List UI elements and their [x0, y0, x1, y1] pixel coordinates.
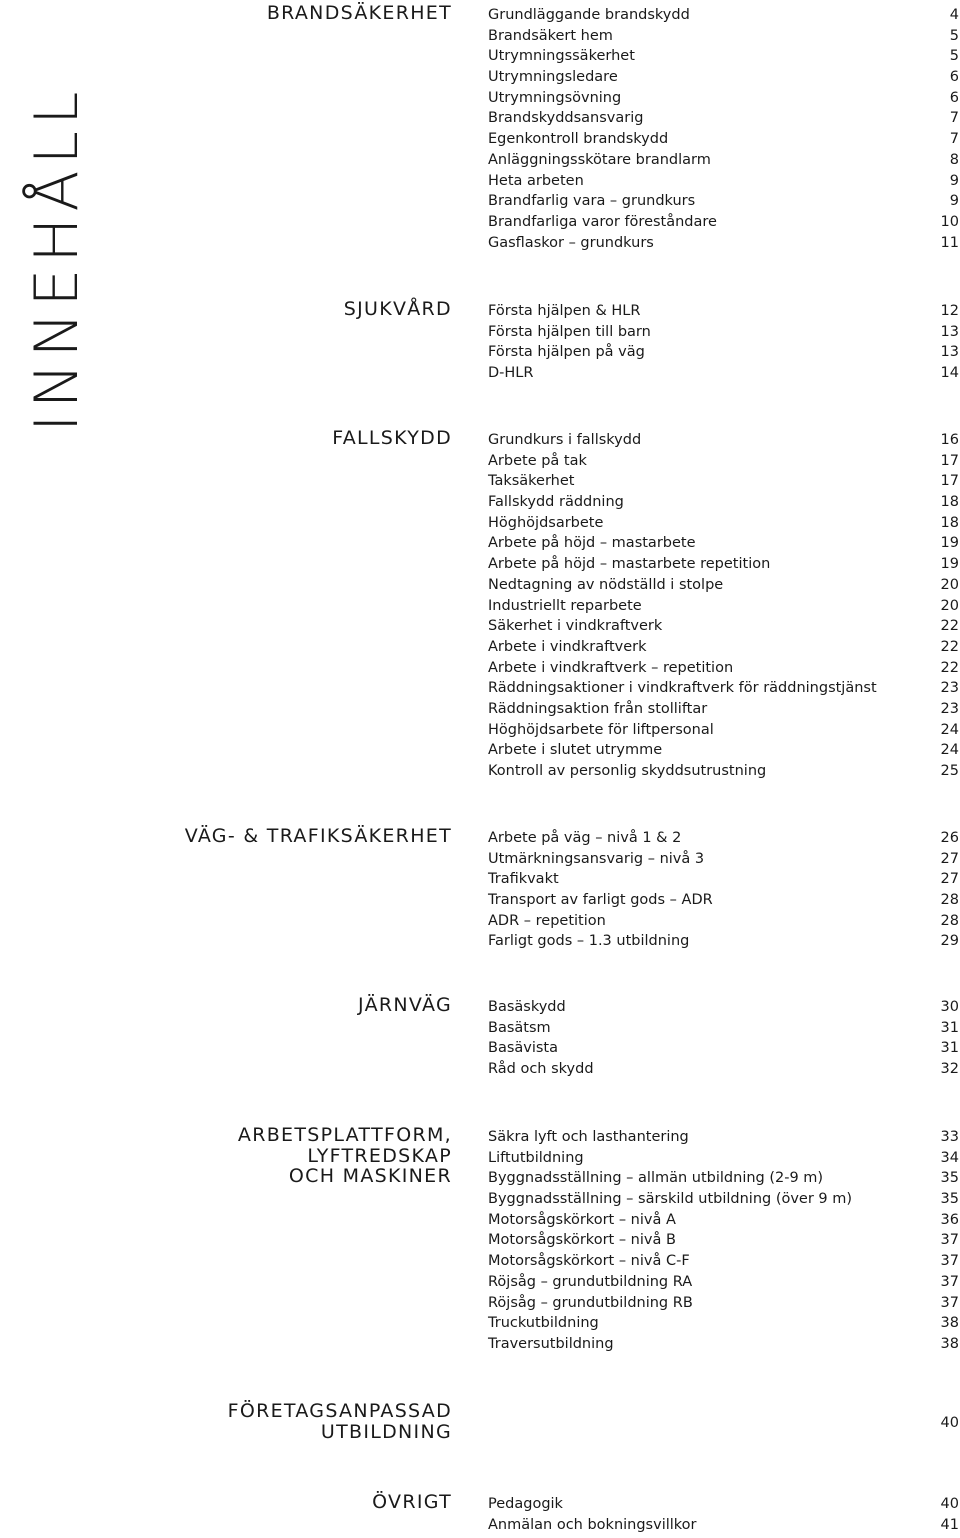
toc-entry-title: Taksäkerhet [488, 473, 575, 490]
toc-entry-title: Utrymningssäkerhet [488, 48, 635, 65]
toc-entry-page-number: 37 [940, 1294, 959, 1311]
toc-entry[interactable] [488, 849, 959, 870]
section-heading-line: SJUKVÅRD [343, 298, 452, 320]
toc-entry-title: Byggnadsställning – allmän utbildning (2-9 m) [488, 1170, 824, 1187]
section-heading [228, 1401, 452, 1442]
toc-entry[interactable] [488, 212, 959, 233]
toc-entry-title: Röjsåg – grundutbildning RA [488, 1273, 693, 1290]
toc-entry-page-number: 19 [940, 535, 959, 552]
section-heading [185, 826, 452, 847]
toc-entry[interactable] [488, 1059, 959, 1080]
toc-entry-title: Byggnadsställning – särskild utbildning (över 9 m) [488, 1191, 853, 1208]
toc-entry-title: Nedtagning av nödställd i stolpe [488, 576, 724, 593]
toc-entry-title: Höghöjdsarbete [488, 514, 604, 531]
toc-entry-title: Arbete på tak [488, 452, 587, 469]
section-heading [267, 3, 452, 24]
toc-entry-title: Anläggningsskötare brandlarm [488, 151, 711, 168]
toc-entry-page-number: 20 [940, 576, 959, 593]
toc-entry-title: Transport av farligt gods – ADR [488, 892, 713, 909]
toc-entry[interactable] [488, 1189, 959, 1210]
toc-entry[interactable] [488, 1148, 959, 1169]
toc-entry[interactable] [488, 678, 959, 699]
toc-item-list [488, 1494, 959, 1535]
toc-entry-page-number: 25 [940, 763, 959, 779]
section-heading [358, 995, 452, 1016]
toc-entry-page-number: 38 [940, 1335, 959, 1352]
toc-entry-title: Brandfarlig vara – grundkurs [488, 193, 696, 210]
toc-item-list [488, 828, 959, 952]
toc-entry-title: Utrymningsövning [488, 89, 622, 106]
toc-entry-page-number: 4 [949, 7, 959, 23]
toc-entry[interactable] [488, 1293, 959, 1314]
toc-entry[interactable] [488, 890, 959, 911]
toc-entry[interactable] [488, 1334, 959, 1355]
toc-entry-title: Första hjälpen & HLR [488, 303, 641, 319]
toc-entry[interactable] [488, 191, 959, 212]
toc-entry[interactable] [488, 1272, 959, 1293]
toc-entry-page-number: 11 [940, 234, 959, 251]
toc-entry-page-number: 33 [940, 1129, 959, 1145]
toc-entry[interactable] [488, 1515, 959, 1536]
toc-entry-page-number: 35 [940, 1191, 959, 1208]
toc-entry[interactable] [488, 108, 959, 129]
toc-entry-title: Truckutbildning [488, 1315, 599, 1332]
toc-entry-page-number: 24 [940, 721, 959, 738]
toc-entry-page-number: 7 [949, 110, 959, 127]
toc-entry-page-number: 19 [940, 556, 959, 573]
toc-entry-page-number: 13 [940, 344, 959, 361]
toc-entry-title: Grundläggande brandskydd [488, 7, 690, 23]
section-heading-line: UTBILDNING [320, 1420, 452, 1443]
toc-entry-page-number: 18 [940, 514, 959, 531]
toc-entry-page-number: 18 [940, 494, 959, 511]
toc-entry-title: Basävista [488, 1040, 559, 1057]
toc-entry-page-number: 22 [940, 659, 959, 676]
toc-entry-title: Motorsågskörkort – nivå C-F [488, 1253, 690, 1270]
toc-entry-page-number: 14 [940, 365, 959, 382]
toc-entry-title: Grundkurs i fallskydd [488, 432, 642, 448]
toc-entry-title: Basätsm [488, 1019, 551, 1036]
toc-entry-page-number: 22 [940, 618, 959, 635]
toc-entry-title: Säkerhet i vindkraftverk [488, 618, 663, 635]
toc-entry[interactable] [488, 658, 959, 679]
toc-entry[interactable] [488, 1413, 959, 1434]
toc-entry[interactable] [488, 1168, 959, 1189]
toc-entry[interactable] [488, 1230, 959, 1251]
toc-entry-page-number: 41 [940, 1516, 959, 1533]
toc-entry-page-number: 10 [940, 213, 959, 230]
section-heading-line: FALLSKYDD [332, 427, 452, 449]
toc-entry-title: ADR – repetition [488, 912, 606, 929]
section-heading-line: OCH MASKINER [288, 1165, 452, 1188]
toc-entry-title: Liftutbildning [488, 1149, 584, 1166]
toc-entry[interactable] [488, 1018, 959, 1039]
toc-entry-page-number: 30 [940, 999, 959, 1015]
toc-entry-title: Traversutbildning [488, 1335, 614, 1352]
toc-entry-page-number: 13 [940, 323, 959, 340]
toc-entry[interactable] [488, 471, 959, 492]
toc-entry-page-number: 20 [940, 597, 959, 614]
toc-entry-title: Pedagogik [488, 1496, 563, 1512]
toc-entry[interactable] [488, 171, 959, 192]
toc-entry[interactable] [488, 129, 959, 150]
toc-entry-title: Kontroll av personlig skyddsutrustning [488, 763, 767, 779]
toc-entry-title: Arbete på väg – nivå 1 & 2 [488, 830, 682, 846]
toc-entry[interactable] [488, 1127, 959, 1148]
toc-entry[interactable] [488, 761, 959, 782]
toc-entry[interactable] [488, 88, 959, 109]
toc-entry-page-number: 32 [940, 1061, 959, 1078]
toc-entry-title: Höghöjdsarbete för liftpersonal [488, 721, 714, 738]
toc-entry[interactable] [488, 740, 959, 761]
toc-entry-page-number: 34 [940, 1149, 959, 1166]
toc-entry-page-number: 6 [949, 89, 959, 106]
toc-entry-page-number: 27 [940, 850, 959, 867]
toc-entry-title: Motorsågskörkort – nivå B [488, 1232, 676, 1249]
toc-entry-title: Trafikvakt [488, 871, 559, 888]
toc-item-list [488, 430, 959, 782]
toc-entry-page-number: 35 [940, 1170, 959, 1187]
toc-entry-title: Första hjälpen till barn [488, 323, 651, 340]
toc-entry-title: Arbete i vindkraftverk [488, 638, 647, 655]
toc-entry-title: Räddningsaktion från stolliftar [488, 700, 708, 717]
toc-entry[interactable] [488, 575, 959, 596]
section-heading-line: ÖVRIGT [372, 1491, 452, 1513]
toc-entry-title: Farligt gods – 1.3 utbildning [488, 933, 690, 950]
toc-entry-title: Brandsäkert hem [488, 27, 613, 44]
toc-entry[interactable] [488, 828, 959, 849]
toc-entry-page-number: 22 [940, 638, 959, 655]
toc-entry[interactable] [488, 869, 959, 890]
toc-entry[interactable] [488, 342, 959, 363]
toc-entry-title: Första hjälpen på väg [488, 344, 645, 361]
toc-entry-page-number: 24 [940, 742, 959, 759]
section-heading-line: JÄRNVÄG [358, 994, 452, 1016]
toc-entry-page-number: 5 [949, 48, 959, 65]
toc-item-list [488, 997, 959, 1080]
toc-item-list [488, 5, 959, 253]
toc-entry-page-number: 12 [940, 303, 959, 319]
toc-entry[interactable] [488, 26, 959, 47]
toc-entry-page-number: 28 [940, 912, 959, 929]
toc-entry-page-number: 7 [949, 131, 959, 148]
toc-entry-page-number: 17 [940, 473, 959, 490]
section-heading-line: VÄG- & TRAFIKSÄKERHET [184, 825, 452, 847]
toc-entry-page-number: 5 [949, 27, 959, 44]
toc-entry-title: Basäskydd [488, 999, 566, 1015]
toc-entry-page-number: 9 [949, 193, 959, 210]
toc-entry-title: D-HLR [488, 365, 534, 382]
toc-entry[interactable] [488, 596, 959, 617]
toc-entry-page-number: 28 [940, 892, 959, 909]
section-heading-line: FÖRETAGSANPASSAD [227, 1400, 452, 1422]
toc-entry-page-number: 37 [940, 1232, 959, 1249]
toc-entry-page-number: 27 [940, 871, 959, 888]
section-heading [238, 1125, 452, 1187]
toc-entry-page-number: 37 [940, 1273, 959, 1290]
toc-entry-title: Egenkontroll brandskydd [488, 131, 669, 148]
toc-entry-title: Arbete på höjd – mastarbete [488, 535, 696, 552]
toc-entry-title: Råd och skydd [488, 1061, 594, 1078]
toc-entry-title: Brandfarliga varor föreståndare [488, 213, 717, 230]
toc-entry-page-number: 26 [940, 830, 959, 846]
toc-entry-title: Räddningsaktioner i vindkraftverk för räddningstjänst [488, 680, 877, 697]
toc-entry[interactable] [488, 233, 959, 254]
toc-entry-page-number: 23 [940, 700, 959, 717]
toc-entry[interactable] [488, 67, 959, 88]
toc-entry-page-number: 16 [940, 432, 959, 448]
toc-entry[interactable] [488, 513, 959, 534]
toc-entry-title: Utrymningsledare [488, 69, 618, 86]
toc-entry-title: Arbete i vindkraftverk – repetition [488, 659, 734, 676]
toc-entry-title: Fallskydd räddning [488, 494, 624, 511]
page-title [22, 2, 92, 432]
toc-entry-title: Utmärkningsansvarig – nivå 3 [488, 850, 705, 867]
toc-entry[interactable] [488, 150, 959, 171]
toc-entry[interactable] [488, 931, 959, 952]
section-heading-line: LYFTREDSKAP [307, 1144, 452, 1167]
toc-entry[interactable] [488, 430, 959, 451]
toc-entry[interactable] [488, 997, 959, 1018]
toc-entry[interactable] [488, 1251, 959, 1272]
toc-entry-page-number: 9 [949, 172, 959, 189]
toc-entry-page-number: 38 [940, 1315, 959, 1332]
toc-entry[interactable] [488, 616, 959, 637]
toc-entry-page-number: 8 [949, 151, 959, 168]
toc-entry-title: Industriellt reparbete [488, 597, 642, 614]
toc-entry-title: Anmälan och bokningsvillkor [488, 1516, 697, 1533]
toc-item-list [488, 1127, 959, 1355]
toc-entry-page-number: 40 [940, 1496, 959, 1512]
toc-entry-title: Säkra lyft och lasthantering [488, 1129, 689, 1145]
page-title-text: INNEHÅLL [22, 85, 92, 432]
toc-entry-title: Brandskyddsansvarig [488, 110, 644, 127]
toc-entry[interactable] [488, 363, 959, 384]
toc-entry[interactable] [488, 451, 959, 472]
toc-entry-title: Röjsåg – grundutbildning RB [488, 1294, 693, 1311]
toc-entry[interactable] [488, 1494, 959, 1515]
toc-entry-title: Heta arbeten [488, 172, 584, 189]
toc-entry-title: Arbete i slutet utrymme [488, 742, 663, 759]
toc-entry[interactable] [488, 699, 959, 720]
section-heading-line: BRANDSÄKERHET [266, 2, 452, 24]
toc-entry[interactable] [488, 533, 959, 554]
toc-entry-title: Arbete på höjd – mastarbete repetition [488, 556, 771, 573]
toc-entry-page-number: 36 [940, 1211, 959, 1228]
section-heading [372, 1492, 452, 1513]
toc-item-list [488, 301, 959, 384]
toc-entry[interactable] [488, 5, 959, 26]
section-heading [332, 428, 452, 449]
section-heading-line: ARBETSPLATTFORM, [237, 1124, 452, 1146]
toc-entry-page-number: 17 [940, 452, 959, 469]
toc-entry-title: Motorsågskörkort – nivå A [488, 1211, 676, 1228]
toc-entry[interactable] [488, 1038, 959, 1059]
toc-entry[interactable] [488, 322, 959, 343]
toc-entry[interactable] [488, 637, 959, 658]
toc-entry[interactable] [488, 1313, 959, 1334]
toc-entry[interactable] [488, 46, 959, 67]
toc-entry[interactable] [488, 492, 959, 513]
toc-entry[interactable] [488, 301, 959, 322]
toc-entry[interactable] [488, 554, 959, 575]
toc-entry-page-number: 37 [940, 1253, 959, 1270]
toc-entry-page-number: 31 [940, 1019, 959, 1036]
toc-entry[interactable] [488, 1210, 959, 1231]
toc-entry-page-number: 29 [940, 933, 959, 950]
toc-entry[interactable] [488, 911, 959, 932]
toc-entry-page-number: 40 [940, 1415, 959, 1431]
section-heading [344, 299, 452, 320]
toc-entry-page-number: 23 [940, 680, 959, 697]
toc-entry[interactable] [488, 720, 959, 741]
toc-entry-title: Gasflaskor – grundkurs [488, 234, 654, 251]
toc-entry-page-number: 31 [940, 1040, 959, 1057]
toc-item-list [488, 1413, 959, 1434]
toc-entry-page-number: 6 [949, 69, 959, 86]
